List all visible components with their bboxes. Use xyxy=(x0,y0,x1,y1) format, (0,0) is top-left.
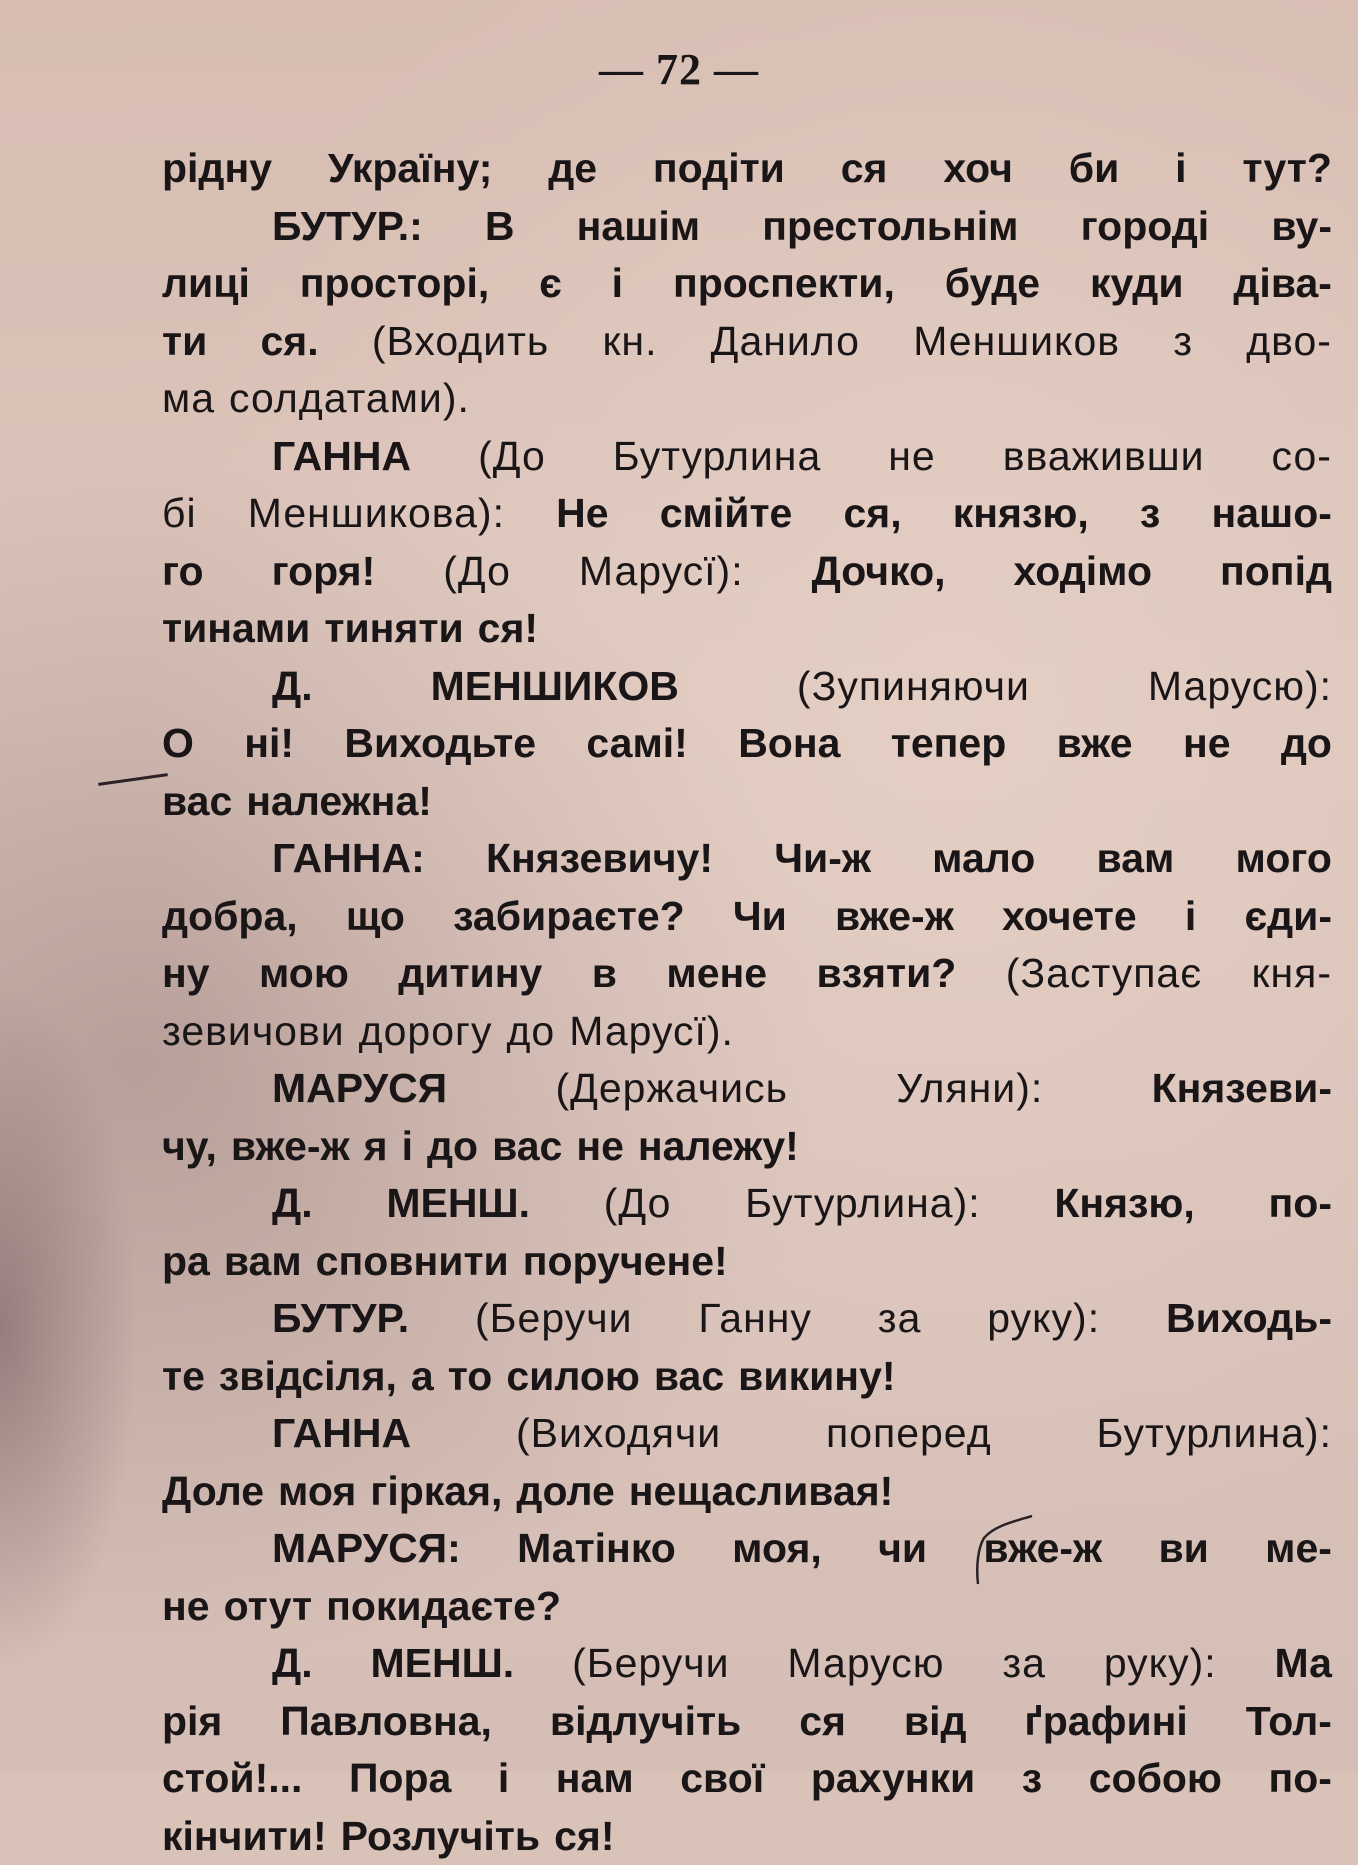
text-word: ходімо xyxy=(1013,543,1152,601)
text-word: Ганну xyxy=(698,1290,812,1348)
text-word: Меншиков xyxy=(913,313,1120,371)
text-line xyxy=(162,830,1332,888)
text-word: вас xyxy=(162,773,232,831)
text-word: не xyxy=(888,428,935,486)
text-word: Уляни): xyxy=(896,1060,1043,1118)
text-word: нашо- xyxy=(1211,485,1331,543)
play-text xyxy=(162,140,1332,1865)
text-word: кня- xyxy=(1252,945,1332,1003)
text-word: належна! xyxy=(246,773,432,831)
text-word: Виходьте xyxy=(344,715,536,773)
text-word: вам xyxy=(224,1233,302,1291)
text-word: і xyxy=(1185,888,1196,946)
text-word: МЕНШ. xyxy=(386,1175,530,1233)
text-word: (Беручи xyxy=(572,1635,729,1693)
text-line xyxy=(162,1233,1332,1291)
text-word: Марусї). xyxy=(569,1003,734,1061)
text-word: дво- xyxy=(1246,313,1332,371)
text-word: ні! xyxy=(244,715,294,773)
text-word: Розлучіть xyxy=(341,1808,540,1865)
text-word: Чи-ж xyxy=(774,830,871,888)
text-word: князю, xyxy=(953,485,1089,543)
text-word: доле xyxy=(516,1463,614,1521)
text-word: (До xyxy=(443,543,511,601)
text-word: Не xyxy=(556,485,608,543)
text-word: смійте xyxy=(660,485,793,543)
text-line xyxy=(162,1693,1332,1751)
text-word: моя xyxy=(278,1463,356,1521)
text-word: солдатами). xyxy=(229,370,470,428)
text-word: Князю, xyxy=(1054,1175,1195,1233)
text-line xyxy=(162,1003,1332,1061)
text-line xyxy=(162,1060,1332,1118)
text-word: ГАННА: xyxy=(272,830,425,888)
text-word: ся. xyxy=(261,313,319,371)
text-word: В xyxy=(485,198,515,256)
text-word: (До xyxy=(478,428,546,486)
text-word: Дочко, xyxy=(812,543,946,601)
text-word: (Держачись xyxy=(555,1060,787,1118)
text-word: мене xyxy=(666,945,767,1003)
text-word: ти xyxy=(162,313,207,371)
text-word: належу! xyxy=(638,1118,799,1176)
text-word: з xyxy=(1173,313,1193,371)
text-word: єди- xyxy=(1244,888,1332,946)
text-word: Тол- xyxy=(1246,1693,1332,1751)
text-word: ну xyxy=(162,945,210,1003)
text-word: Бутурлина): xyxy=(1096,1405,1332,1463)
text-word: (Зупиняючи xyxy=(797,658,1030,716)
text-word: Ма xyxy=(1275,1635,1332,1693)
text-word: добра, xyxy=(162,888,298,946)
text-line xyxy=(162,1348,1332,1406)
text-word: МЕНШИКОВ xyxy=(431,658,679,716)
text-word: мою xyxy=(259,945,349,1003)
text-word: городі xyxy=(1081,198,1210,256)
page-number: — 72 — xyxy=(0,44,1358,95)
text-word: Марусї): xyxy=(579,543,744,601)
text-word: що xyxy=(346,888,405,946)
text-word: лиці xyxy=(162,255,250,313)
text-word: вже-ж xyxy=(983,1520,1102,1578)
text-line xyxy=(162,485,1332,543)
text-word: вже xyxy=(1057,715,1133,773)
text-line xyxy=(162,198,1332,256)
text-line xyxy=(162,1463,1332,1521)
text-word: діва- xyxy=(1233,255,1332,313)
text-word: забираєте? xyxy=(453,888,685,946)
text-word: куди xyxy=(1090,255,1184,313)
text-word: Вона xyxy=(738,715,840,773)
text-word: МЕНШ. xyxy=(370,1635,514,1693)
text-word: за xyxy=(878,1290,922,1348)
text-line xyxy=(162,1520,1332,1578)
text-word: тинами xyxy=(162,600,310,658)
text-word: проспекти, xyxy=(673,255,895,313)
text-word: по- xyxy=(1268,1750,1331,1808)
text-word: Матінко xyxy=(517,1520,676,1578)
text-word: до xyxy=(427,1118,478,1176)
text-word: (Виходячи xyxy=(516,1405,721,1463)
text-word: подіти xyxy=(653,140,785,198)
text-word: вам xyxy=(1097,830,1175,888)
text-word: ся! xyxy=(478,600,538,658)
text-word: ра xyxy=(162,1233,210,1291)
text-word: вваживши xyxy=(1003,428,1205,486)
text-word: ма xyxy=(162,370,215,428)
text-word: МАРУСЯ xyxy=(272,1060,447,1118)
text-word: Данило xyxy=(711,313,860,371)
text-word: тут? xyxy=(1242,140,1332,198)
text-word: і xyxy=(612,255,623,313)
text-word: з xyxy=(1022,1750,1042,1808)
text-word: стой!... xyxy=(162,1750,302,1808)
text-word: просторі, xyxy=(300,255,490,313)
page-shadow xyxy=(0,980,140,1680)
text-word: Україну; xyxy=(328,140,493,198)
text-line xyxy=(162,600,1332,658)
text-word: відлучіть xyxy=(550,1693,741,1751)
text-word: зевичови xyxy=(162,1003,345,1061)
text-word: престольнім xyxy=(762,198,1018,256)
text-word: Бутурлина xyxy=(613,428,821,486)
text-word: го xyxy=(162,543,204,601)
text-word: ви xyxy=(1158,1520,1208,1578)
text-word: не xyxy=(162,1578,210,1636)
text-word: чу, xyxy=(162,1118,217,1176)
text-word: буде xyxy=(945,255,1040,313)
text-word: Пора xyxy=(349,1750,451,1808)
text-word: ГАННА xyxy=(272,1405,411,1463)
text-word: горя! xyxy=(272,543,376,601)
text-line xyxy=(162,1635,1332,1693)
text-word: є xyxy=(539,255,562,313)
text-line xyxy=(162,1175,1332,1233)
text-word: гіркая, xyxy=(370,1463,502,1521)
text-word: попід xyxy=(1220,543,1332,601)
text-line xyxy=(162,428,1332,486)
text-word: Марусю): xyxy=(1148,658,1332,716)
text-word: викину! xyxy=(738,1348,895,1406)
text-word: з xyxy=(1140,485,1160,543)
text-word: Князеви- xyxy=(1152,1060,1332,1118)
text-word: чи xyxy=(878,1520,927,1578)
text-word: не xyxy=(1183,715,1231,773)
text-word: де xyxy=(548,140,597,198)
text-line xyxy=(162,1808,1332,1865)
text-word: за xyxy=(1002,1635,1046,1693)
text-word: ся, xyxy=(843,485,901,543)
text-word: і xyxy=(1175,140,1186,198)
text-word: і xyxy=(402,1118,413,1176)
text-word: Д. xyxy=(272,658,313,716)
text-word: хоч xyxy=(943,140,1013,198)
text-word: Виходь- xyxy=(1166,1290,1332,1348)
text-word: Д. xyxy=(272,1635,313,1693)
text-line xyxy=(162,1750,1332,1808)
text-word: ву- xyxy=(1271,198,1332,256)
text-line xyxy=(162,1118,1332,1176)
text-word: рідну xyxy=(162,140,272,198)
text-word: ґрафині xyxy=(1024,1693,1187,1751)
text-word: отут xyxy=(224,1578,313,1636)
text-word: свої xyxy=(680,1750,764,1808)
text-word: (До xyxy=(604,1175,672,1233)
text-word: то xyxy=(448,1348,493,1406)
text-word: руку): xyxy=(987,1290,1100,1348)
text-word: вже-ж xyxy=(231,1118,350,1176)
text-word: Князевичу! xyxy=(486,830,713,888)
text-word: і xyxy=(498,1750,509,1808)
text-word: вже-ж xyxy=(835,888,954,946)
text-line xyxy=(162,1405,1332,1463)
text-word: ся xyxy=(841,140,888,198)
text-word: Чи xyxy=(733,888,787,946)
text-word: те xyxy=(162,1348,205,1406)
text-word: до xyxy=(506,1003,555,1061)
text-line xyxy=(162,1578,1332,1636)
text-line xyxy=(162,945,1332,1003)
text-word: нам xyxy=(556,1750,634,1808)
text-word: вас xyxy=(654,1348,724,1406)
text-line xyxy=(162,543,1332,601)
text-word: нещасливая! xyxy=(629,1463,894,1521)
text-word: руку): xyxy=(1104,1635,1217,1693)
text-word: Меншикова): xyxy=(248,485,505,543)
text-word: я xyxy=(364,1118,388,1176)
text-word: від xyxy=(904,1693,967,1751)
text-word: дитину xyxy=(398,945,542,1003)
text-word: кінчити! xyxy=(162,1808,327,1865)
text-word: Д. xyxy=(272,1175,313,1233)
text-word: по- xyxy=(1269,1175,1332,1233)
text-word: а xyxy=(411,1348,434,1406)
text-word: не xyxy=(576,1118,624,1176)
text-word: МАРУСЯ: xyxy=(272,1520,461,1578)
text-word: до xyxy=(1281,715,1332,773)
text-word: рахунки xyxy=(811,1750,975,1808)
text-line xyxy=(162,255,1332,313)
text-word: сповнити xyxy=(316,1233,509,1291)
text-line xyxy=(162,1290,1332,1348)
text-word: Бутурлина): xyxy=(745,1175,981,1233)
pencil-mark xyxy=(98,773,168,786)
text-word: ГАННА xyxy=(272,428,411,486)
text-word: тиняти xyxy=(324,600,463,658)
text-word: БУТУР.: xyxy=(272,198,423,256)
text-word: рія xyxy=(162,1693,222,1751)
text-word: мало xyxy=(932,830,1035,888)
text-word: ся xyxy=(799,1693,846,1751)
text-word: (Заступає xyxy=(1006,945,1202,1003)
text-line xyxy=(162,313,1332,371)
text-word: ме- xyxy=(1265,1520,1332,1578)
text-line xyxy=(162,773,1332,831)
text-line xyxy=(162,888,1332,946)
text-word: поручене! xyxy=(523,1233,728,1291)
text-word: покидаєте? xyxy=(326,1578,561,1636)
text-word: бі xyxy=(162,485,197,543)
text-word: Павловна, xyxy=(280,1693,492,1751)
text-word: Доле xyxy=(162,1463,264,1521)
text-word: со- xyxy=(1272,428,1332,486)
text-word: поперед xyxy=(826,1405,992,1463)
text-word: би xyxy=(1069,140,1120,198)
text-word: звідсіля, xyxy=(219,1348,397,1406)
text-word: мого xyxy=(1236,830,1332,888)
text-word: О xyxy=(162,715,194,773)
text-word: (Входить xyxy=(372,313,549,371)
text-word: тепер xyxy=(891,715,1007,773)
text-line xyxy=(162,715,1332,773)
text-word: БУТУР. xyxy=(272,1290,409,1348)
text-word: самі! xyxy=(586,715,687,773)
text-word: собою xyxy=(1089,1750,1222,1808)
text-word: вас xyxy=(492,1118,562,1176)
pencil-squiggle xyxy=(972,1508,1042,1588)
text-word: моя, xyxy=(732,1520,822,1578)
text-word: кн. xyxy=(602,313,657,371)
text-line xyxy=(162,658,1332,716)
text-word: нашім xyxy=(577,198,700,256)
text-word: силою xyxy=(506,1348,640,1406)
text-word: дорогу xyxy=(359,1003,493,1061)
text-word: Марусю xyxy=(787,1635,944,1693)
text-line xyxy=(162,140,1332,198)
text-word: ся! xyxy=(554,1808,614,1865)
text-word: хочете xyxy=(1002,888,1137,946)
text-word: в xyxy=(592,945,617,1003)
text-word: (Беручи xyxy=(475,1290,632,1348)
text-line xyxy=(162,370,1332,428)
text-word: взяти? xyxy=(816,945,956,1003)
